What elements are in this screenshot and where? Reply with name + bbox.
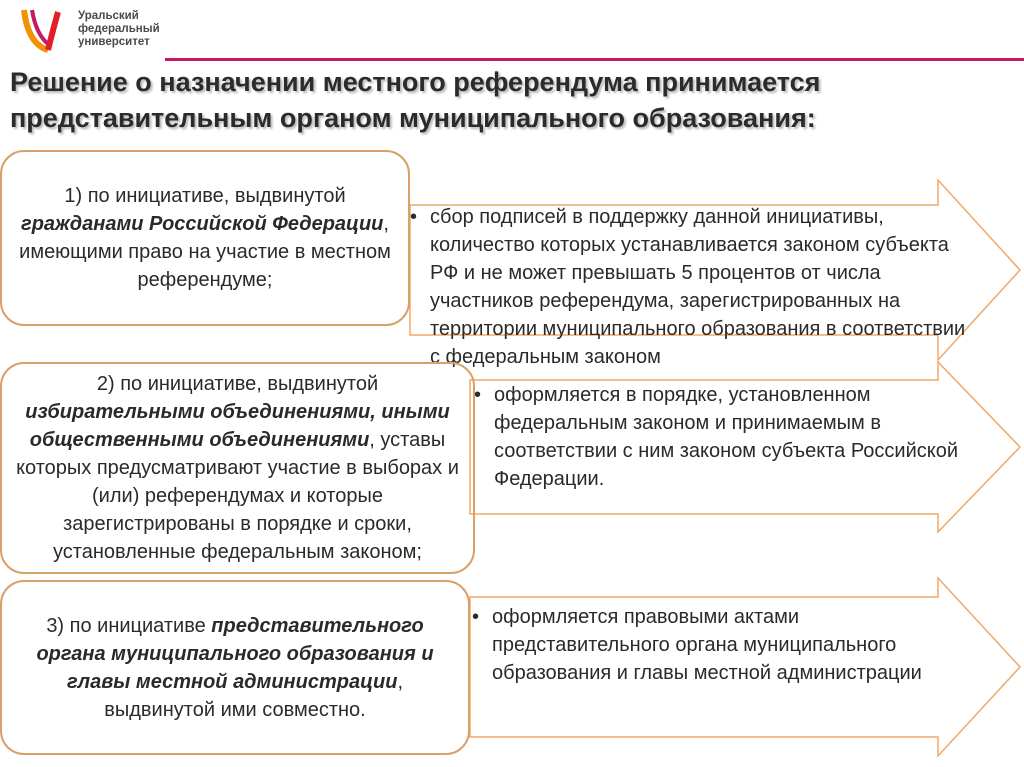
page-title-line-1: Решение о назначении местного референдума принимается [10, 67, 821, 97]
initiative-1-emphasis: гражданами Российской Федерации [21, 213, 384, 235]
initiative-1-prefix: 1) по инициативе, выдвинутой [64, 185, 346, 207]
bullet-dot-icon: • [410, 206, 418, 228]
logo-line-1: Уральский [78, 10, 139, 22]
page-title-line-2: представительным органом муниципального образования: [10, 103, 816, 133]
initiative-box-2 [0, 362, 475, 574]
initiative-2-suffix: , уставы которых предусматривают участие в выборах и (или) референдумах и которые зарегистрированы в порядке и сроки, установленные федеральным законом; [16, 429, 459, 563]
initiative-2-prefix: 2) по инициативе, выдвинутой [96, 373, 379, 395]
initiative-box-2-text [12, 370, 463, 566]
logo-line-2: федеральный [78, 23, 160, 35]
initiative-box-3-text [16, 612, 454, 724]
initiative-box-1 [0, 150, 410, 326]
bullet-dot-icon: • [474, 384, 482, 406]
bullet-2 [472, 381, 972, 493]
initiative-box-1-text [16, 182, 394, 294]
initiative-2-emphasis: избирательными объединениями, иными общественными объединениями [25, 401, 450, 451]
initiative-3-suffix: , выдвинутой ими совместно. [104, 670, 404, 721]
initiative-box-3 [0, 580, 470, 755]
bullet-3-text: оформляется правовыми актами представительного органа муниципального образования и главы местной администрации [492, 606, 922, 684]
initiative-1-suffix: , имеющими право на участие в местном референдуме; [19, 213, 391, 291]
bullet-dot-icon: • [472, 606, 480, 628]
bullet-2-text: оформляется в порядке, установленном федеральным законом и принимаемым в соответствии с ним законом субъекта Российской Федерации. [494, 384, 959, 490]
initiative-3-prefix: 3) по инициативе [46, 614, 206, 637]
bullet-1-text: сбор подписей в поддержку данной инициативы, количество которых устанавливается законом субъекта РФ и не может превышать 5 процентов от числа участников референдума, зарегистрированных на территории муниципального образования в соответствии с федеральным законом [430, 206, 966, 368]
bullet-3 [470, 603, 940, 687]
logo-line-3: университет [78, 36, 150, 48]
initiative-3-emphasis: представительного органа муниципального образования и главы местной администрации [36, 614, 434, 693]
bullet-1 [408, 203, 968, 371]
